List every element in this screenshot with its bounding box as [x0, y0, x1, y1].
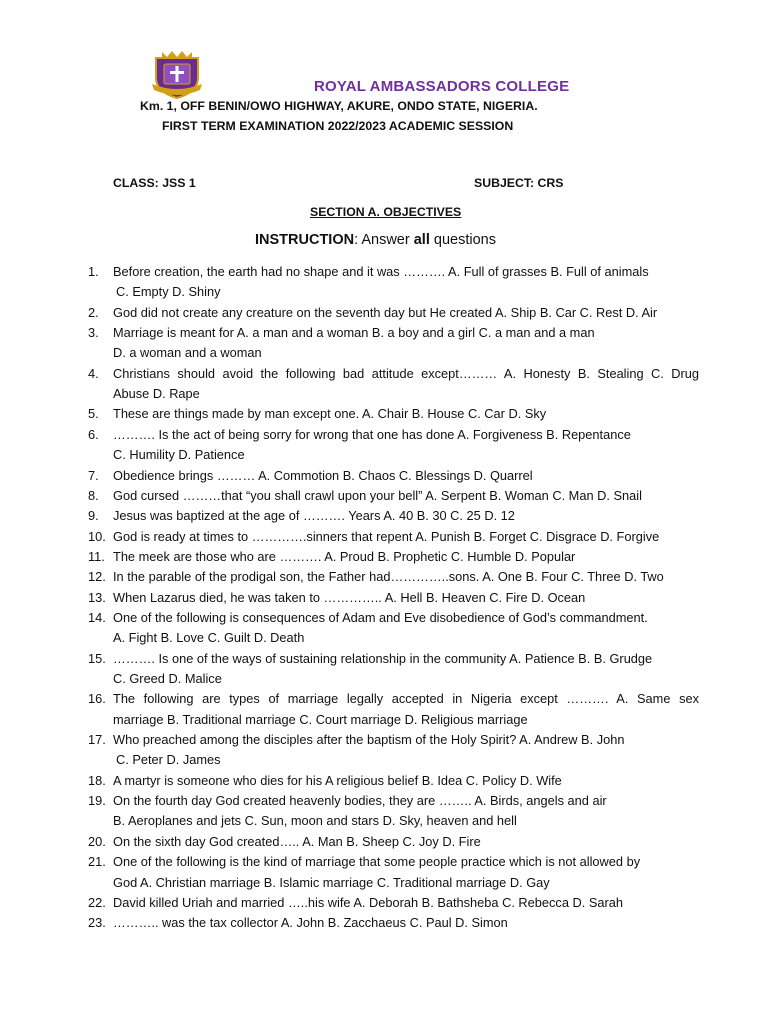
question-text-line: On the sixth day God created….. A. Man B. Sheep C. Joy D. Fire [113, 833, 481, 849]
question-number: 5. [88, 406, 99, 422]
question-text-line: God cursed ………that “you shall crawl upon your bell” A. Serpent B. Woman C. Man D. Snail [113, 487, 642, 503]
question-text-line: A. Fight B. Love C. Guilt D. Death [113, 630, 305, 646]
question-number: 17. [88, 732, 106, 748]
question-number: 19. [88, 793, 106, 809]
question-number: 23. [88, 915, 106, 931]
instruction-text-post: questions [429, 232, 496, 248]
subject-label: SUBJECT: CRS [474, 176, 564, 190]
question-number: 6. [88, 426, 99, 442]
school-address: Km. 1, OFF BENIN/OWO HIGHWAY, AKURE, ONDO STATE, NIGERIA. [140, 99, 538, 113]
question-text-line: Obedience brings ……… A. Commotion B. Chaos C. Blessings D. Quarrel [113, 467, 533, 483]
question-number: 2. [88, 304, 99, 320]
question-text-line: C. Empty D. Shiny [116, 284, 221, 300]
question-text-line: In the parable of the prodigal son, the Father had…………..sons. A. One B. Four C. Three D. Two [113, 569, 664, 585]
question-number: 18. [88, 772, 106, 788]
question-number: 13. [88, 589, 106, 605]
question-text-line: A martyr is someone who dies for his A religious belief B. Idea C. Policy D. Wife [113, 772, 562, 788]
question-number: 21. [88, 854, 106, 870]
question-text-line: The following are types of marriage legally accepted in Nigeria except ………. A. Same sex [113, 691, 699, 707]
question-text-line: B. Aeroplanes and jets C. Sun, moon and stars D. Sky, heaven and hell [113, 813, 517, 829]
question-text-line: D. a woman and a woman [113, 345, 262, 361]
instruction-text-pre: : Answer [354, 232, 414, 248]
question-text-line: God did not create any creature on the seventh day but He created A. Ship B. Car C. Rest D. Air [113, 304, 658, 320]
question-text-line: ……….. was the tax collector A. John B. Zacchaeus C. Paul D. Simon [113, 915, 508, 931]
question-text-line: ………. Is the act of being sorry for wrong that one has done A. Forgiveness B. Repentance [113, 426, 631, 442]
question-text-line: Before creation, the earth had no shape and it was ………. A. Full of grasses B. Full of animals [113, 264, 649, 279]
question-text-line: C. Greed D. Malice [113, 671, 222, 686]
question-text-line: These are things made by man except one. A. Chair B. House C. Car D. Sky [113, 406, 547, 422]
question-text-line: Abuse D. Rape [113, 386, 200, 402]
question-text-line: The meek are those who are ………. A. Proud B. Prophetic C. Humble D. Popular [113, 548, 576, 564]
instruction-label: INSTRUCTION [255, 232, 355, 248]
question-number: 7. [88, 467, 99, 483]
question-text-line: Jesus was baptized at the age of ………. Years A. 40 B. 30 C. 25 D. 12 [113, 508, 515, 524]
question-text-line: Marriage is meant for A. a man and a woman B. a boy and a girl C. a man and a man [113, 325, 595, 341]
instruction-emphasis: all [413, 232, 430, 248]
question-number: 15. [88, 650, 106, 666]
question-number: 16. [88, 691, 106, 707]
question-text-line: ………. Is one of the ways of sustaining relationship in the community A. Patience B. B. Grudge [113, 650, 653, 666]
question-number: 22. [88, 894, 106, 910]
question-text-line: C. Peter D. James [116, 752, 221, 768]
question-text-line: When Lazarus died, he was taken to ………….. A. Hell B. Heaven C. Fire D. Ocean [113, 589, 586, 605]
question-text-line: David killed Uriah and married …..his wife A. Deborah B. Bathsheba C. Rebecca D. Sarah [113, 894, 623, 910]
question-number: 3. [88, 325, 99, 341]
question-number: 14. [88, 609, 106, 625]
question-number: 1. [88, 264, 99, 279]
question-text-line: Christians should avoid the following bad attitude except……… A. Honesty B. Stealing C. Drug [113, 365, 699, 381]
question-text-line: One of the following is consequences of Adam and Eve disobedience of God’s commandment. [113, 609, 648, 625]
question-text-line: God A. Christian marriage B. Islamic marriage C. Traditional marriage D. Gay [113, 874, 550, 890]
question-text-line: One of the following is the kind of marriage that some people practice which is not allowed by [113, 854, 641, 870]
question-text-line: Who preached among the disciples after the baptism of the Holy Spirit? A. Andrew B. John [113, 732, 625, 748]
school-name: ROYAL AMBASSADORS COLLEGE [314, 78, 570, 95]
question-number: 20. [88, 833, 106, 849]
section-title: SECTION A. OBJECTIVES [310, 205, 462, 219]
question-text-line: marriage B. Traditional marriage C. Court marriage D. Religious marriage [113, 711, 528, 727]
question-number: 11. [88, 548, 105, 564]
question-number: 4. [88, 365, 99, 381]
question-number: 8. [88, 487, 99, 503]
class-label: CLASS: JSS 1 [113, 176, 196, 190]
question-text-line: God is ready at times to ………….sinners that repent A. Punish B. Forget C. Disgrace D. Forgive [113, 528, 660, 544]
question-text-line: On the fourth day God created heavenly bodies, they are …….. A. Birds, angels and air [113, 793, 607, 809]
question-number: 12. [88, 569, 106, 585]
exam-title: FIRST TERM EXAMINATION 2022/2023 ACADEMIC SESSION [162, 119, 514, 133]
question-text-line: C. Humility D. Patience [113, 447, 245, 463]
question-number: 10. [88, 528, 106, 544]
question-number: 9. [88, 508, 99, 524]
